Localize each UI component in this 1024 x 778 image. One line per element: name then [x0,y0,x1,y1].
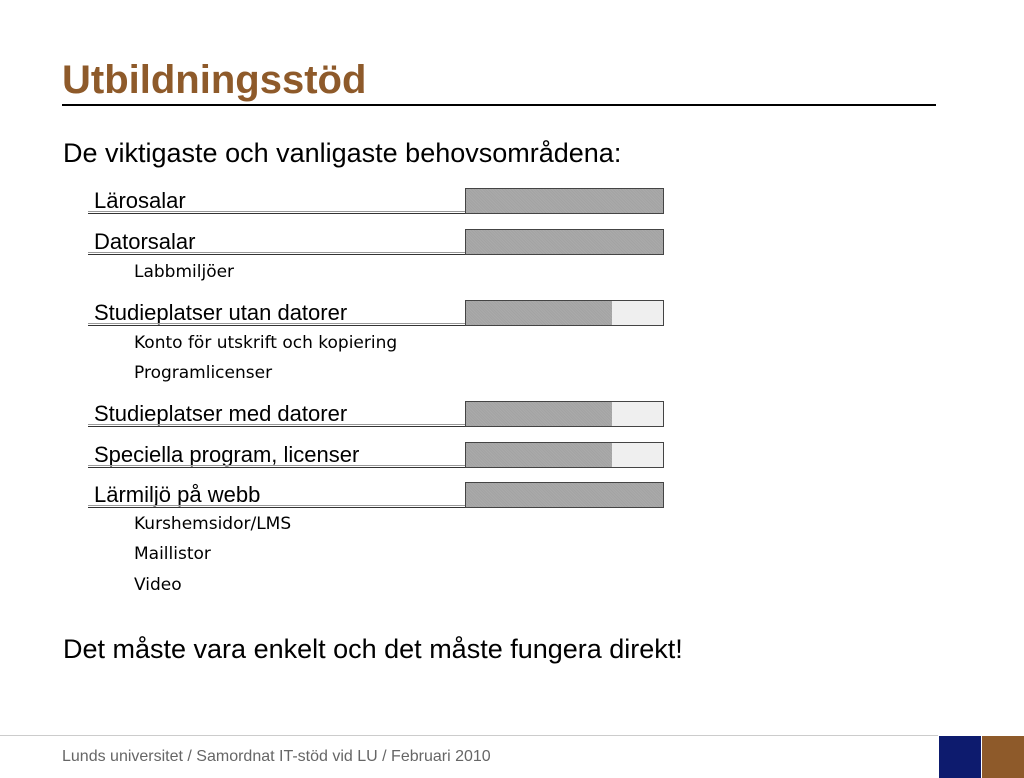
sub-item: Kurshemsidor/LMS [134,514,292,534]
sub-item: Labbmiljöer [134,262,235,282]
slide-title: Utbildningsstöd [62,58,367,102]
need-level-bar [465,229,664,255]
need-row [88,229,666,255]
need-row [88,188,666,214]
sub-item: Programlicenser [134,363,273,383]
need-level-bar [465,300,664,326]
need-level-bar [465,188,664,214]
row-underline [88,505,466,506]
row-underline [88,213,466,214]
need-level-fill [466,402,612,426]
row-underline [88,424,466,425]
row-underline [88,325,466,326]
need-level-fill [466,483,663,507]
need-label: Speciella program, licenser [94,442,360,467]
row-underline [88,254,466,255]
need-label: Datorsalar [94,229,196,254]
sub-item: Konto för utskrift och kopiering [134,333,398,353]
subtitle: De viktigaste och vanligaste behovsområdena: [63,138,622,168]
row-underline [88,507,466,508]
row-underline [88,211,466,212]
brand-square-navy [939,736,981,778]
need-row [88,442,666,468]
need-level-bar [465,401,664,427]
need-level-bar [465,442,664,468]
need-level-fill [466,443,612,467]
need-level-fill [466,189,663,213]
need-row [88,401,666,427]
row-underline [88,426,466,427]
need-level-fill [466,230,663,254]
footer-text: Lunds universitet / Samordnat IT-stöd vid LU / Februari 2010 [62,748,491,765]
sub-item: Maillistor [134,544,211,564]
need-level-bar [465,482,664,508]
row-underline [88,323,466,324]
need-row [88,482,666,508]
need-label: Studieplatser utan datorer [94,300,348,325]
footer-divider [0,735,938,736]
title-divider [62,104,936,106]
need-label: Lärosalar [94,188,186,213]
need-label: Studieplatser med datorer [94,401,348,426]
closing-statement: Det måste vara enkelt och det måste fungera direkt! [63,634,683,664]
row-underline [88,465,466,466]
need-level-fill [466,301,612,325]
sub-item: Video [134,575,182,595]
need-label: Lärmiljö på webb [94,482,261,507]
row-underline [88,467,466,468]
brand-square-brown [982,736,1024,778]
row-underline [88,252,466,253]
need-row [88,300,666,326]
